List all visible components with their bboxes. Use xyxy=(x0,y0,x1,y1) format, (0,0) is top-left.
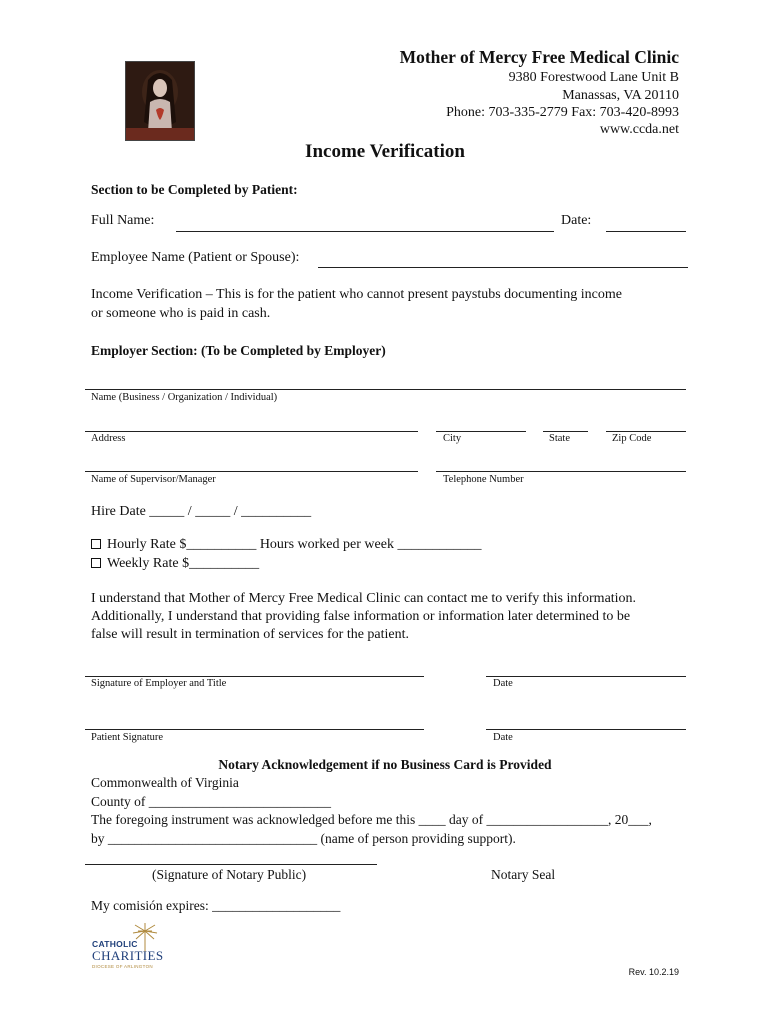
patient-section-heading: Section to be Completed by Patient: xyxy=(91,182,298,197)
notary-heading: Notary Acknowledgement if no Business Card is Provided xyxy=(218,757,552,772)
zip-label: Zip Code xyxy=(612,433,652,444)
telephone-label: Telephone Number xyxy=(443,474,524,485)
patient-signature-label: Patient Signature xyxy=(91,732,164,743)
full-name-line[interactable] xyxy=(176,231,554,232)
employer-name-label: Name (Business / Organization / Individual) xyxy=(91,392,278,403)
notary-commission[interactable]: My comisión expires: ___________________ xyxy=(91,898,341,913)
catholic-charities-logo xyxy=(88,921,168,973)
patient-date-line[interactable] xyxy=(486,729,686,730)
supervisor-line[interactable] xyxy=(85,471,418,472)
address-line[interactable] xyxy=(85,431,418,432)
employee-name-line[interactable] xyxy=(318,267,688,268)
full-name-label: Full Name: xyxy=(91,213,155,228)
notary-signature-label: (Signature of Notary Public) xyxy=(152,867,307,882)
madonna-painting-icon xyxy=(126,62,194,140)
notary-county[interactable]: County of ___________________________ xyxy=(91,794,332,809)
clinic-phone-fax: Phone: 703-335-2779 Fax: 703-420-8993 xyxy=(446,105,679,120)
revision-label: Rev. 10.2.19 xyxy=(628,967,679,977)
city-line[interactable] xyxy=(436,431,526,432)
telephone-line[interactable] xyxy=(436,471,686,472)
hourly-rate-checkbox[interactable] xyxy=(91,539,101,549)
form-title: Income Verification xyxy=(305,141,465,162)
patient-date-label: Date xyxy=(493,732,513,743)
notary-foregoing[interactable]: The foregoing instrument was acknowledged before me this ____ day of __________________, 20___, xyxy=(91,812,652,827)
zip-line[interactable] xyxy=(606,431,686,432)
logo-line1: CATHOLIC xyxy=(92,939,138,949)
patient-signature-line[interactable] xyxy=(85,729,424,730)
clinic-website: www.ccda.net xyxy=(599,122,679,137)
weekly-rate-text: Weekly Rate $__________ xyxy=(107,556,260,571)
income-note-line1: Income Verification – This is for the patient who cannot present paystubs documenting income xyxy=(91,287,622,302)
city-label: City xyxy=(443,433,462,444)
supervisor-label: Name of Supervisor/Manager xyxy=(91,474,216,485)
employer-section-heading: Employer Section: (To be Completed by Employer) xyxy=(91,343,386,358)
clinic-address-line2: Manassas, VA 20110 xyxy=(562,88,679,103)
income-note-line2: or someone who is paid in cash. xyxy=(91,306,271,321)
clinic-address-line1: 9380 Forestwood Lane Unit B xyxy=(508,70,679,85)
notary-seal-label: Notary Seal xyxy=(491,867,556,882)
attestation-line1: I understand that Mother of Mercy Free Medical Clinic can contact me to verify this information. xyxy=(91,591,637,606)
logo-line2: CHARITIES xyxy=(92,948,164,963)
date-line[interactable] xyxy=(606,231,686,232)
hourly-rate-row[interactable] xyxy=(91,537,481,553)
employer-date-line[interactable] xyxy=(486,676,686,677)
employer-signature-line[interactable] xyxy=(85,676,424,677)
employer-name-line[interactable] xyxy=(85,389,686,390)
attestation-line2: Additionally, I understand that providing false information or information later determined to be xyxy=(91,609,631,624)
notary-commonwealth: Commonwealth of Virginia xyxy=(91,775,239,790)
clinic-name: Mother of Mercy Free Medical Clinic xyxy=(399,47,679,67)
employer-date-label: Date xyxy=(493,678,513,689)
attestation-line3: false will result in termination of services for the patient. xyxy=(91,627,410,642)
employer-signature-label: Signature of Employer and Title xyxy=(91,678,227,689)
logo-line3: DIOCESE OF ARLINGTON xyxy=(92,964,153,969)
weekly-rate-row[interactable] xyxy=(91,556,259,572)
clinic-logo-painting xyxy=(125,61,195,141)
hourly-rate-text: Hourly Rate $__________ Hours worked per week ____________ xyxy=(107,537,482,552)
weekly-rate-checkbox[interactable] xyxy=(91,558,101,568)
notary-signature-line[interactable] xyxy=(85,864,377,865)
address-label: Address xyxy=(91,433,126,444)
hire-date-field[interactable]: Hire Date _____ / _____ / __________ xyxy=(91,504,312,519)
notary-by-line[interactable]: by _______________________________ (name of person providing support). xyxy=(91,831,516,846)
state-label: State xyxy=(549,433,570,444)
state-line[interactable] xyxy=(543,431,588,432)
employee-name-label: Employee Name (Patient or Spouse): xyxy=(91,250,300,265)
date-label: Date: xyxy=(561,213,592,228)
